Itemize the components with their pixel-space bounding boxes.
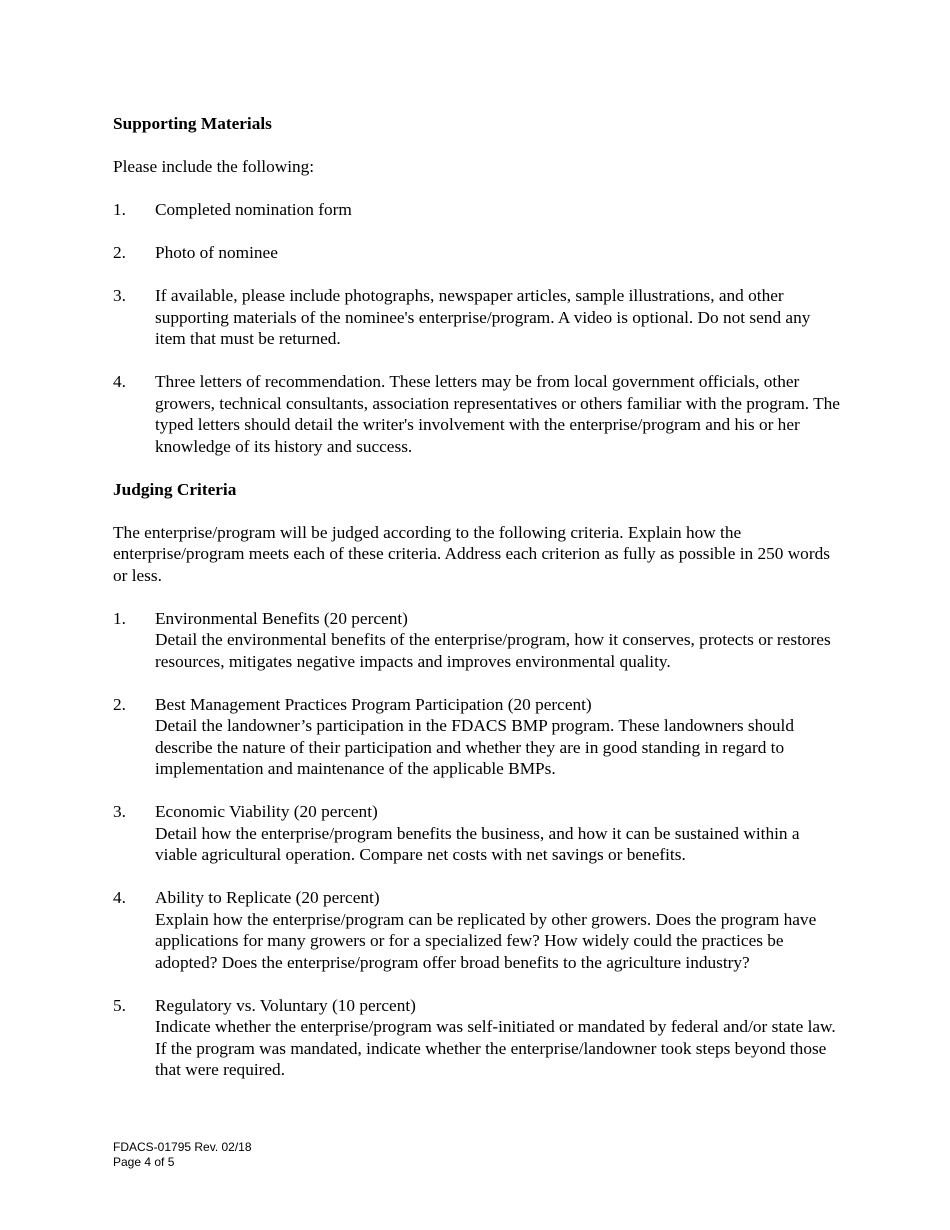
list-number: 4. <box>113 372 126 391</box>
list-text: If available, please include photographs, newspaper articles, sample illustrations, and other supporting materials of the nominee's enterprise/program. A video is optional. Do not send any item that must be returned. <box>155 286 811 348</box>
criterion-title: Best Management Practices Program Participation (20 percent) <box>155 694 592 714</box>
list-number: 1. <box>113 608 126 628</box>
list-item <box>113 199 843 221</box>
document-page <box>113 113 843 1081</box>
criterion-title: Ability to Replicate (20 percent) <box>155 888 380 907</box>
criterion-text: Explain how the enterprise/program can be replicated by other growers. Does the program have applications for many growers or for a specialized few? How widely could the practices be adopted? Does the enterprise/program offer broad benefits to the agriculture industry? <box>155 909 817 972</box>
form-id: FDACS-01795 Rev. 02/18 <box>113 1140 252 1154</box>
page-footer <box>113 1140 252 1170</box>
list-item <box>113 371 843 457</box>
list-item <box>113 801 843 866</box>
criterion-title: Economic Viability (20 percent) <box>155 802 378 821</box>
list-number: 3. <box>113 286 126 305</box>
judging-criteria-list <box>113 608 843 1081</box>
supporting-materials-heading: Supporting Materials <box>113 114 272 133</box>
page-number: Page 4 of 5 <box>113 1155 175 1169</box>
criterion-title: Environmental Benefits (20 percent) <box>155 608 408 628</box>
criterion-text: Detail the landowner’s participation in the FDACS BMP program. These landowners should describe the nature of their participation and whether they are in good standing in regard to implementation and maintenance of the applicable BMPs. <box>155 716 794 778</box>
list-text: Three letters of recommendation. These letters may be from local government officials, other growers, technical consultants, association representatives or others familiar with the program. The typed letters should detail the writer's involvement with the enterprise/program and his or her knowledge of its history and success. <box>155 372 840 456</box>
list-text: Photo of nominee <box>155 243 278 262</box>
supporting-materials-list <box>113 199 843 457</box>
list-item <box>113 887 843 973</box>
criterion-title: Regulatory vs. Voluntary (10 percent) <box>155 995 416 1015</box>
list-text: Completed nomination form <box>155 200 352 219</box>
list-item <box>113 995 843 1081</box>
list-number: 5. <box>113 995 126 1015</box>
judging-intro: The enterprise/program will be judged according to the following criteria. Explain how the enterprise/program meets each of these criteria. Address each criterion as fully as possible in 250 words or less. <box>113 522 830 585</box>
supporting-intro: Please include the following: <box>113 157 315 176</box>
list-item <box>113 608 843 673</box>
judging-criteria-heading: Judging Criteria <box>113 479 237 499</box>
criterion-text: Detail how the enterprise/program benefits the business, and how it can be sustained within a viable agricultural operation. Compare net costs with net savings or benefits. <box>155 823 800 864</box>
list-item <box>113 694 843 780</box>
list-number: 1. <box>113 200 126 219</box>
list-item <box>113 285 843 350</box>
list-number: 2. <box>113 243 126 262</box>
criterion-text: Detail the environmental benefits of the enterprise/program, how it conserves, protects or restores resources, mitigates negative impacts and improves environmental quality. <box>155 630 831 671</box>
criterion-text: Indicate whether the enterprise/program was self-initiated or mandated by federal and/or state law. If the program was mandated, indicate whether the enterprise/landowner took steps beyond those that were required. <box>155 1017 836 1079</box>
list-number: 3. <box>113 802 126 821</box>
list-number: 4. <box>113 888 126 907</box>
list-number: 2. <box>113 694 126 714</box>
list-item <box>113 242 843 264</box>
